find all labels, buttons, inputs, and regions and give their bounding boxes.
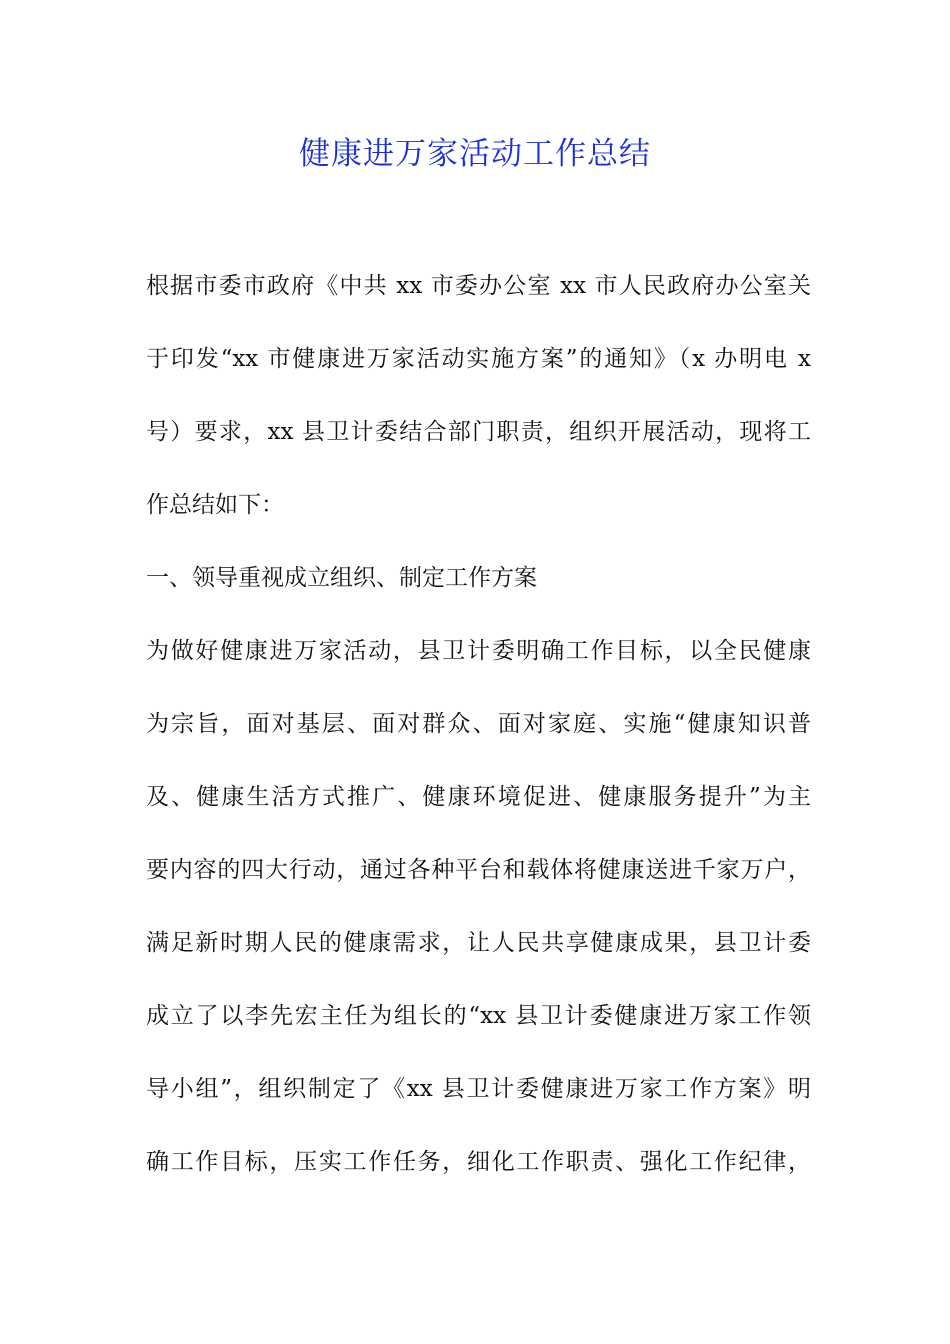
paragraph-line: 号）要求，xx 县卫计委结合部门职责，组织开展活动，现将工 <box>146 419 811 445</box>
paragraph-line: 导小组”，组织制定了《xx 县卫计委健康进万家工作方案》明 <box>146 1076 811 1102</box>
section-heading: 一、领导重视成立组织、制定工作方案 <box>146 565 537 591</box>
document-body <box>146 266 811 1215</box>
paragraph-line: 及、健康生活方式推广、健康环境促进、健康服务提升”为主 <box>146 784 811 810</box>
paragraph-line: 为宗旨，面对基层、面对群众、面对家庭、实施“健康知识普 <box>146 711 811 737</box>
paragraph-line: 为做好健康进万家活动，县卫计委明确工作目标，以全民健康 <box>146 638 811 664</box>
document-title: 健康进万家活动工作总结 <box>299 136 651 172</box>
paragraph-line: 要内容的四大行动，通过各种平台和载体将健康送进千家万户， <box>146 857 811 883</box>
paragraph-line: 确工作目标，压实工作任务，细化工作职责、强化工作纪律， <box>146 1149 811 1175</box>
paragraph-line: 作总结如下： <box>146 492 284 518</box>
paragraph-line: 成立了以李先宏主任为组长的“xx 县卫计委健康进万家工作领 <box>146 1003 811 1029</box>
paragraph-line: 根据市委市政府《中共 xx 市委办公室 xx 市人民政府办公室关 <box>146 273 811 299</box>
paragraph-line: 于印发“xx 市健康进万家活动实施方案”的通知》（x 办明电 x <box>146 346 811 372</box>
paragraph-line: 满足新时期人民的健康需求，让人民共享健康成果，县卫计委 <box>146 930 811 956</box>
